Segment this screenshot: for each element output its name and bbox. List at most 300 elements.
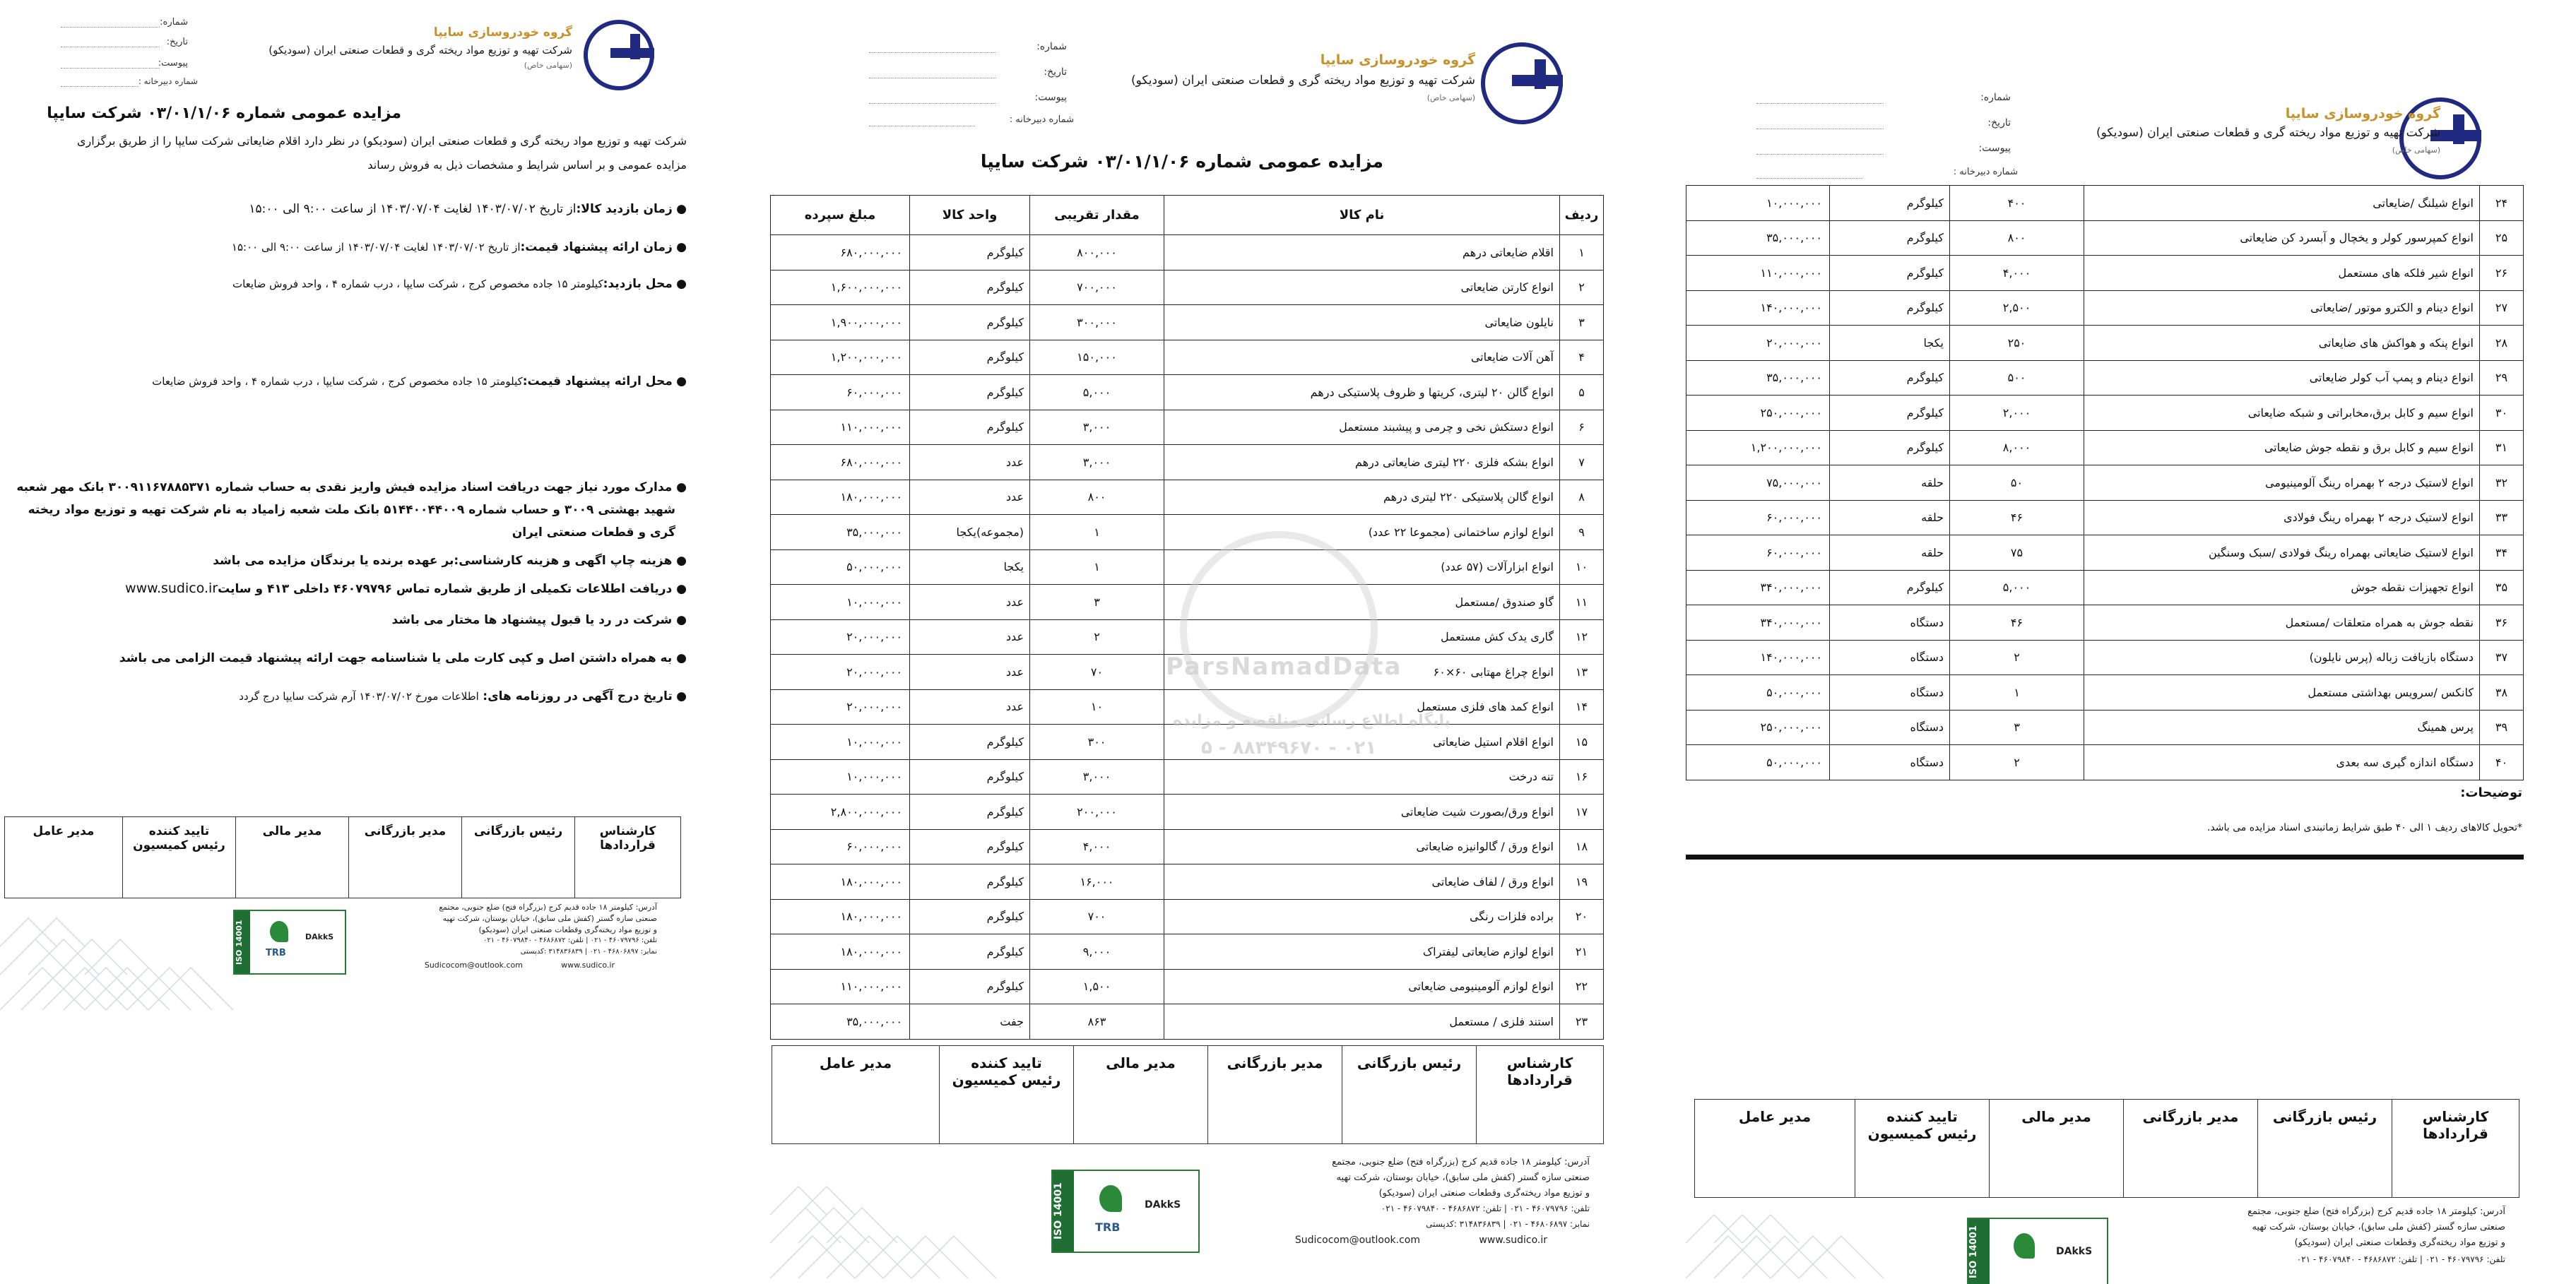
- meta-secretariat-label: شماره دبیرخانه :: [138, 76, 198, 86]
- row-item-name: انواع شیر فلکه های مستعمل: [2084, 256, 2480, 291]
- left-signature-table: [4, 816, 681, 898]
- row-deposit: ۱,۲۰۰,۰۰۰,۰۰۰: [1686, 430, 1830, 465]
- row-deposit: ۶۰,۰۰۰,۰۰۰: [1686, 535, 1830, 571]
- row-index: ۲۰: [1560, 899, 1604, 934]
- table-row: [771, 864, 1604, 900]
- row-item-name: انواع دینام و الکترو موتور /ضایعاتی: [2084, 290, 2480, 326]
- row-deposit: ۶۰,۰۰۰,۰۰۰: [771, 829, 910, 864]
- row-item-name: گاو صندوق /مستعمل: [1164, 585, 1560, 620]
- company-full-name: شرکت تهیه و توزیع مواد ریخته گری و قطعات صنعتی ایران (سودیکو): [268, 44, 572, 57]
- visit-place-text: کیلومتر ۱۵ جاده مخصوص کرج ، شرکت سایپا ، درب شماره ۴ ، واحد فروش ضایعات: [232, 278, 603, 290]
- table-row: [771, 270, 1604, 305]
- right-sig-finance-manager: مدیر مالی: [1990, 1100, 2124, 1198]
- row-unit: عدد: [910, 655, 1030, 690]
- row-index: ۱۵: [1560, 725, 1604, 760]
- row-quantity: ۸,۰۰۰: [1950, 430, 2084, 465]
- row-item-name: انواع اقلام استیل ضایعاتی: [1164, 725, 1560, 760]
- row-index: ۱۴: [1560, 689, 1604, 725]
- newspaper-date-label: تاریخ درج آگهی در روزنامه های:: [483, 689, 673, 703]
- mid-company-sub-label: (سهامی خاص): [1426, 93, 1475, 102]
- table-row: [1686, 500, 2524, 535]
- right-cert-iso-label: ISO 14001: [1968, 1219, 1990, 1284]
- col-amount: مبلغ سپرده: [771, 196, 910, 235]
- row-deposit: ۲۰,۰۰۰,۰۰۰: [771, 619, 910, 655]
- row-index: ۴: [1560, 340, 1604, 375]
- right-meta-secretariat: شماره دبیرخانه :: [1953, 167, 2018, 177]
- row-deposit: ۱۱۰,۰۰۰,۰۰۰: [1686, 256, 1830, 291]
- row-deposit: ۵۰,۰۰۰,۰۰۰: [771, 549, 910, 585]
- row-index: ۲۲: [1560, 969, 1604, 1004]
- right-sheet: [1686, 0, 2576, 1284]
- left-intro-2: مزایده عمومی و بر اساس شرایط و مشخصات ذیل به فروش رساند: [367, 158, 687, 172]
- row-deposit: ۱۰,۰۰۰,۰۰۰: [1686, 186, 1830, 221]
- table-row: [771, 549, 1604, 585]
- sig-commerce-head: رئیس بازرگانی: [462, 817, 575, 898]
- row-item-name: انواع گالن ۲۰ لیتری، کریتها و ظروف پلاستیکی درهم: [1164, 375, 1560, 410]
- row-quantity: ۱۰: [1030, 689, 1164, 725]
- row-index: ۱۱: [1560, 585, 1604, 620]
- row-item-name: نایلون ضایعاتی: [1164, 305, 1560, 340]
- row-quantity: ۷۵: [1950, 535, 2084, 571]
- reject-right-text: شرکت در رد یا قبول پیشنهاد ها مختار می باشد: [391, 613, 673, 627]
- row-deposit: ۱۱۰,۰۰۰,۰۰۰: [771, 969, 910, 1004]
- row-deposit: ۱۱۰,۰۰۰,۰۰۰: [771, 410, 910, 445]
- row-quantity: ۴,۰۰۰: [1950, 256, 2084, 291]
- row-deposit: ۱۴۰,۰۰۰,۰۰۰: [1686, 290, 1830, 326]
- row-unit: کیلوگرم: [910, 270, 1030, 305]
- mid-address-block: [1208, 1155, 1590, 1268]
- mid-address-email[interactable]: Sudicocom@outlook.com: [1294, 1235, 1420, 1246]
- table-row: [1686, 710, 2524, 745]
- address-line-2: صنعتی سازه گستر (کفش ملی سابق)، خیابان بوستان، شرکت تهیه: [442, 914, 657, 923]
- right-meta-secretariat-line: [1756, 178, 1862, 179]
- row-quantity: ۱۶,۰۰۰: [1030, 864, 1164, 900]
- row-quantity: ۲: [1030, 619, 1164, 655]
- row-unit: دستگاه: [1830, 675, 1950, 711]
- id-required-text: به همراه داشتن اصل و کپی کارت ملی یا شناسنامه جهت ارائه پیشنهاد قیمت الزامی می باشد: [119, 651, 673, 665]
- row-index: ۳۵: [2480, 570, 2524, 605]
- table-row: [1686, 675, 2524, 711]
- row-index: ۳۳: [2480, 500, 2524, 535]
- mid-sig-contracts-expert: کارشناس قراردادها: [1477, 1046, 1604, 1144]
- right-meta-attachment-line: [1756, 154, 1884, 155]
- mid-address-web[interactable]: www.sudico.ir: [1479, 1235, 1547, 1246]
- row-quantity: ۳,۰۰۰: [1030, 759, 1164, 795]
- row-item-name: انواع کارتن ضایعاتی: [1164, 270, 1560, 305]
- row-deposit: ۲,۸۰۰,۰۰۰,۰۰۰: [771, 795, 910, 830]
- row-item-name: انواع لوازم آلومینیومی ضایعاتی: [1164, 969, 1560, 1004]
- right-meta-date: تاریخ:: [1987, 117, 2011, 129]
- row-index: ۱۳: [1560, 655, 1604, 690]
- address-line-4: تلفن: ۴۶۰۷۹۷۹۶ - ۰۲۱ | تلفن: ۴۶۸۶۸۷۲ - ۴۶۰۷۹۸۴۰ - ۰۲۱: [483, 937, 657, 944]
- newspaper-date: ● تاریخ درج آگهی در روزنامه های: اطلاعات مورخ ۱۴۰۳/۰۷/۰۲ آرم شرکت سایپا درج گردد: [239, 689, 687, 703]
- row-quantity: ۲: [1950, 745, 2084, 780]
- row-index: ۲۹: [2480, 360, 2524, 396]
- notes-text: *تحویل کالاهای ردیف ۱ الی ۴۰ طبق شرایط زمانبندی اسناد مزایده می باشد.: [2206, 822, 2522, 833]
- row-unit: کیلوگرم: [910, 829, 1030, 864]
- offer-time-label: زمان ارائه پیشنهاد قیمت:: [520, 240, 673, 254]
- row-quantity: ۴۶: [1950, 500, 2084, 535]
- mid-address-line-3: و توزیع مواد ریخته‌گری وقطعات صنعتی ایران (سودیکو): [1378, 1188, 1590, 1199]
- table-row: [771, 795, 1604, 830]
- table-row: [1686, 256, 2524, 291]
- row-quantity: ۳۰۰,۰۰۰: [1030, 305, 1164, 340]
- info-contact-site[interactable]: www.sudico.ir: [125, 581, 218, 596]
- table-row: [1686, 465, 2524, 501]
- row-item-name: استند فلزی / مستعمل: [1164, 1004, 1560, 1040]
- right-company-full-name: شرکت تهیه و توزیع مواد ریخته گری و قطعات صنعتی ایران (سودیکو): [2096, 126, 2440, 140]
- row-deposit: ۲۰,۰۰۰,۰۰۰: [771, 655, 910, 690]
- meta-date-label: تاریخ:: [166, 37, 188, 47]
- table-row: [771, 410, 1604, 445]
- table-row: [771, 1004, 1604, 1040]
- row-deposit: ۲۰,۰۰۰,۰۰۰: [1686, 326, 1830, 361]
- table-row: [771, 305, 1604, 340]
- row-item-name: انواع گالن پلاستیکی ۲۲۰ لیتری درهم: [1164, 480, 1560, 515]
- row-item-name: آهن آلات ضایعاتی: [1164, 340, 1560, 375]
- mid-address-line-5: نمابر: ۴۶۸۰۶۸۹۷ - ۰۲۱ | ۳۱۴۸۳۶۸۳۹ :کدپستی: [1426, 1219, 1590, 1229]
- row-quantity: ۷۰۰: [1030, 899, 1164, 934]
- row-unit: عدد: [910, 585, 1030, 620]
- mid-address-line-2: صنعتی سازه گستر (کفش ملی سابق)، خیابان بوستان، شرکت تهیه: [1336, 1172, 1590, 1183]
- row-index: ۳۱: [2480, 430, 2524, 465]
- offer-place-text: کیلومتر ۱۵ جاده مخصوص کرج ، شرکت سایپا ، درب شماره ۴ ، واحد فروش ضایعات: [152, 375, 523, 388]
- row-unit: کیلوگرم: [1830, 256, 1950, 291]
- row-index: ۱۶: [1560, 759, 1604, 795]
- row-item-name: نقطه جوش به همراه متعلقات /مستعمل: [2084, 605, 2480, 641]
- row-item-name: انواع ابزارآلات (۵۷ عدد): [1164, 549, 1560, 585]
- row-deposit: ۶۸۰,۰۰۰,۰۰۰: [771, 445, 910, 480]
- row-unit: عدد: [910, 480, 1030, 515]
- table-row: [771, 375, 1604, 410]
- mid-company-full-name: شرکت تهیه و توزیع مواد ریخته گری و قطعات صنعتی ایران (سودیکو): [1130, 73, 1475, 88]
- row-unit: کیلوگرم: [1830, 290, 1950, 326]
- row-item-name: انواع کمد های فلزی مستعمل: [1164, 689, 1560, 725]
- right-meta-attachment: پیوست:: [1978, 143, 2011, 154]
- row-unit: حلقه: [1830, 500, 1950, 535]
- left-intro-1: شرکت تهیه و توزیع مواد ریخته گری و قطعات صنعتی ایران (سودیکو) در نظر دارد اقلام ضایعاتی شرکت سایپا را از طریق برگزاری: [77, 134, 687, 148]
- mid-meta-attachment-line: [869, 103, 996, 104]
- right-address-line-2: صنعتی سازه گستر (کفش ملی سابق)، خیابان بوستان، شرکت تهیه: [2252, 1222, 2505, 1232]
- left-footer-pattern: [0, 890, 240, 1017]
- left-address-block: [360, 900, 657, 992]
- mid-sig-commerce-head: رئیس بازرگانی: [1342, 1046, 1477, 1144]
- table-row: [1686, 605, 2524, 641]
- row-quantity: ۱۵۰,۰۰۰: [1030, 340, 1164, 375]
- row-item-name: انواع کمپرسور کولر و یخچال و آبسرد کن ضایعاتی: [2084, 220, 2480, 256]
- row-deposit: ۱,۹۰۰,۰۰۰,۰۰۰: [771, 305, 910, 340]
- row-unit: کیلوگرم: [910, 795, 1030, 830]
- meta-attachment-line: [61, 68, 160, 69]
- docs-required-1-text: مدارک مورد نیاز جهت دریافت اسناد مزایده فیش واریز نقدی به حساب شماره ۳۰۰۹۱۱۶۷۸۸۵۳۷۱ بانک مهر شعبه: [16, 480, 673, 494]
- right-company-sub-label: (سهامی خاص): [2392, 145, 2440, 155]
- col-idx: ردیف: [1560, 196, 1604, 235]
- table-row: [771, 445, 1604, 480]
- reject-right: ● شرکت در رد یا قبول پیشنهاد ها مختار می باشد: [391, 613, 687, 627]
- row-index: ۲: [1560, 270, 1604, 305]
- meta-number-line: [61, 27, 160, 28]
- row-deposit: ۳۵,۰۰۰,۰۰۰: [1686, 360, 1830, 396]
- right-meta-number: شماره:: [1980, 92, 2011, 103]
- row-item-name: انواع پنکه و هواکش های ضایعاتی: [2084, 326, 2480, 361]
- mid-address-line-4: تلفن: ۴۶۰۷۹۷۹۶ - ۰۲۱ | تلفن: ۴۶۸۶۸۷۲ - ۴۶۰۷۹۸۴۰ - ۰۲۱: [1381, 1203, 1590, 1213]
- row-index: ۳۹: [2480, 710, 2524, 745]
- table-row: [771, 340, 1604, 375]
- row-item-name: تنه درخت: [1164, 759, 1560, 795]
- mid-meta-number: شماره:: [1036, 41, 1067, 52]
- row-unit: کیلوگرم: [1830, 186, 1950, 221]
- row-deposit: ۵۰,۰۰۰,۰۰۰: [1686, 675, 1830, 711]
- row-quantity: ۵,۰۰۰: [1030, 375, 1164, 410]
- row-deposit: ۱۸۰,۰۰۰,۰۰۰: [771, 864, 910, 900]
- meta-secretariat-line: [61, 86, 138, 87]
- row-index: ۶: [1560, 410, 1604, 445]
- address-email[interactable]: Sudicocom@outlook.com: [424, 961, 523, 970]
- mid-cert-badge: [1051, 1170, 1200, 1253]
- table-row: [771, 829, 1604, 864]
- mid-cert-dakks-label: DAkkS: [1145, 1199, 1181, 1211]
- row-unit: کیلوگرم: [910, 864, 1030, 900]
- row-index: ۳۴: [2480, 535, 2524, 571]
- row-item-name: اقلام ضایعاتی درهم: [1164, 235, 1560, 271]
- mid-company-group-name: گروه خودروسازی سایپا: [1320, 52, 1475, 68]
- row-index: ۱۸: [1560, 829, 1604, 864]
- sig-contracts-expert: کارشناس قراردادها: [575, 817, 681, 898]
- visit-time-label: زمان بازدید کالا:: [576, 202, 673, 216]
- table-row: [771, 515, 1604, 550]
- cost-note-text: هزینه چاپ اگهی و هزینه کارشناسی:بر عهده برنده یا برندگان مزایده می باشد: [213, 554, 673, 568]
- right-sig-commerce-head: رئیس بازرگانی: [2258, 1100, 2392, 1198]
- row-item-name: انواع ورق / گالوانیزه ضایعاتی: [1164, 829, 1560, 864]
- right-cert-dakks-label: DAkkS: [2056, 1246, 2093, 1257]
- row-item-name: انواع دستکش نخی و چرمی و پیشبند مستعمل: [1164, 410, 1560, 445]
- left-title: مزایده عمومی شماره ۰۳/۰۱/۱/۰۶ شرکت سایپا: [47, 105, 401, 122]
- row-index: ۲۶: [2480, 256, 2524, 291]
- cert-leaf-icon: [270, 921, 288, 942]
- right-address-line-3: و توزیع مواد ریخته‌گری وقطعات صنعتی ایران (سودیکو): [2294, 1237, 2505, 1248]
- table-row: [1686, 430, 2524, 465]
- row-item-name: انواع دینام و پمپ آب کولر ضایعاتی: [2084, 360, 2480, 396]
- watermark-phone: ۰۲۱ - ۸۸۳۴۹۶۷۰ - ۵: [1201, 737, 1377, 759]
- row-unit: کیلوگرم: [910, 759, 1030, 795]
- mid-meta-date: تاریخ:: [1044, 66, 1067, 78]
- mid-meta-number-line: [869, 52, 996, 53]
- row-item-name: انواع لوازم ساختمانی (مجموعا ۲۲ عدد): [1164, 515, 1560, 550]
- row-unit: کیلوگرم: [910, 725, 1030, 760]
- row-quantity: ۳: [1950, 710, 2084, 745]
- table-row: [1686, 396, 2524, 431]
- row-quantity: ۲۰۰,۰۰۰: [1030, 795, 1164, 830]
- row-deposit: ۵۰,۰۰۰,۰۰۰: [1686, 745, 1830, 780]
- row-quantity: ۸۰۰: [1950, 220, 2084, 256]
- sig-commission: رئیس کمیسیون: [133, 838, 225, 852]
- row-index: ۵: [1560, 375, 1604, 410]
- row-item-name: انواع لاستیک درجه ۲ بهمراه رینگ فولادی: [2084, 500, 2480, 535]
- row-deposit: ۱۰,۰۰۰,۰۰۰: [771, 585, 910, 620]
- right-company-group-name: گروه خودروسازی سایپا: [2285, 106, 2440, 121]
- row-unit: کیلوگرم: [910, 375, 1030, 410]
- row-quantity: ۲,۰۰۰: [1950, 396, 2084, 431]
- table-row: [771, 969, 1604, 1004]
- docs-required-1: ● مدارک مورد نیاز جهت دریافت اسناد مزایده فیش واریز نقدی به حساب شماره ۳۰۰۹۱۱۶۷۸۸۵۳۷۱ بانک مهر شعبه: [16, 480, 687, 494]
- row-item-name: پرس همینگ: [2084, 710, 2480, 745]
- mid-address-line-1: آدرس: کیلومتر ۱۸ جاده قدیم کرج (بزرگراه فتح) ضلع جنوبی، مجتمع: [1332, 1157, 1590, 1167]
- sig-ceo: مدیر عامل: [5, 817, 123, 898]
- row-unit: جفت: [910, 1004, 1030, 1040]
- row-item-name: انواع لاستیک ضایعاتی بهمراه رینگ فولادی /سبک وسنگین: [2084, 535, 2480, 571]
- table-row: [1686, 535, 2524, 571]
- row-index: ۲۱: [1560, 934, 1604, 970]
- row-item-name: انواع تجهیزات نقطه جوش: [2084, 570, 2480, 605]
- row-unit: عدد: [910, 619, 1030, 655]
- row-deposit: ۳۴۰,۰۰۰,۰۰۰: [1686, 605, 1830, 641]
- row-unit: دستگاه: [1830, 605, 1950, 641]
- row-unit: کیلوگرم: [1830, 570, 1950, 605]
- row-index: ۹: [1560, 515, 1604, 550]
- table-row: [1686, 640, 2524, 675]
- row-deposit: ۲۵۰,۰۰۰,۰۰۰: [1686, 396, 1830, 431]
- row-index: ۳۰: [2480, 396, 2524, 431]
- mid-cert-trb-label: TRB: [1095, 1220, 1121, 1234]
- row-deposit: ۶۸۰,۰۰۰,۰۰۰: [771, 235, 910, 271]
- right-separator-rule: [1686, 855, 2524, 860]
- row-item-name: انواع شیلنگ /ضایعاتی: [2084, 186, 2480, 221]
- mid-cert-iso-label: ISO 14001: [1053, 1171, 1074, 1252]
- row-index: ۱: [1560, 235, 1604, 271]
- mid-sig-commission: رئیس کمیسیون: [952, 1071, 1061, 1088]
- notes-title: توضیحات:: [2460, 785, 2522, 800]
- visit-time: ● زمان بازدید کالا:از تاریخ ۱۴۰۳/۰۷/۰۲ لغایت ۱۴۰۳/۰۷/۰۴ از ساعت ۹:۰۰ الی ۱۵:۰۰: [249, 202, 687, 216]
- col-qty: مقدار تقریبی: [1030, 196, 1164, 235]
- visit-place-label: محل بازدید:: [603, 277, 673, 291]
- address-line-1: آدرس: کیلومتر ۱۸ جاده قدیم کرج (بزرگراه فتح) ضلع جنوبی، مجتمع: [439, 903, 657, 912]
- col-unit: واحد کالا: [910, 196, 1030, 235]
- row-quantity: ۲,۵۰۰: [1950, 290, 2084, 326]
- row-item-name: انواع لوازم ضایعاتی لیفتراک: [1164, 934, 1560, 970]
- row-index: ۲۵: [2480, 220, 2524, 256]
- row-quantity: ۷۰: [1030, 655, 1164, 690]
- right-sig-commission-head: [1855, 1100, 1990, 1198]
- right-sig-commerce-manager: مدیر بازرگانی: [2124, 1100, 2258, 1198]
- address-line-3: و توزیع مواد ریخته‌گری وقطعات صنعتی ایران (سودیکو): [478, 925, 657, 934]
- row-deposit: ۷۵,۰۰۰,۰۰۰: [1686, 465, 1830, 501]
- row-index: ۷: [1560, 445, 1604, 480]
- row-quantity: ۴۶: [1950, 605, 2084, 641]
- mid-signature-table: [772, 1045, 1604, 1144]
- row-index: ۸: [1560, 480, 1604, 515]
- right-sig-commission: رئیس کمیسیون: [1867, 1125, 1977, 1142]
- row-index: ۱۲: [1560, 619, 1604, 655]
- visit-time-text: از تاریخ ۱۴۰۳/۰۷/۰۲ لغایت ۱۴۰۳/۰۷/۰۴ از ساعت ۹:۰۰ الی ۱۵:۰۰: [249, 202, 577, 216]
- row-quantity: ۲۵۰: [1950, 326, 2084, 361]
- row-quantity: ۴,۰۰۰: [1030, 829, 1164, 864]
- visit-place: ● محل بازدید:کیلومتر ۱۵ جاده مخصوص کرج ، شرکت سایپا ، درب شماره ۴ ، واحد فروش ضایعات: [232, 277, 687, 291]
- row-quantity: ۵۰: [1950, 465, 2084, 501]
- row-deposit: ۱۰,۰۰۰,۰۰۰: [771, 759, 910, 795]
- mid-sig-commission-head: [940, 1046, 1074, 1144]
- mid-sig-ceo: مدیر عامل: [772, 1046, 940, 1144]
- row-quantity: ۸۰۰: [1030, 480, 1164, 515]
- row-item-name: انواع چراغ مهتابی ۶۰×۶۰: [1164, 655, 1560, 690]
- row-unit: کیلوگرم: [910, 340, 1030, 375]
- watermark-circle: [1180, 531, 1378, 729]
- row-deposit: ۱,۶۰۰,۰۰۰,۰۰۰: [771, 270, 910, 305]
- row-item-name: دستگاه بازیافت زباله (پرس نایلون): [2084, 640, 2480, 675]
- info-contact-text: دریافت اطلاعات تکمیلی از طریق شماره تماس ۴۶۰۷۹۷۹۶ داخلی ۴۱۳ و سایت: [218, 582, 673, 596]
- right-sig-approver: تایید کننده: [1886, 1108, 1958, 1125]
- table-row: [771, 480, 1604, 515]
- row-unit: کیلوگرم: [910, 934, 1030, 970]
- row-deposit: ۲۰,۰۰۰,۰۰۰: [771, 689, 910, 725]
- table-row: [1686, 745, 2524, 780]
- cert-trb-label: TRB: [266, 948, 286, 958]
- row-index: ۱۷: [1560, 795, 1604, 830]
- row-unit: کیلوگرم: [910, 410, 1030, 445]
- row-deposit: ۳۵,۰۰۰,۰۰۰: [771, 515, 910, 550]
- row-index: ۲۸: [2480, 326, 2524, 361]
- sig-commission-head: [123, 817, 236, 898]
- meta-attachment-label: پیوست:: [158, 58, 188, 69]
- row-index: ۱۹: [1560, 864, 1604, 900]
- newspaper-date-text: اطلاعات مورخ ۱۴۰۳/۰۷/۰۲ آرم شرکت سایپا درج گردد: [239, 690, 479, 703]
- table-row: [771, 934, 1604, 970]
- row-unit: دستگاه: [1830, 710, 1950, 745]
- row-index: ۲۷: [2480, 290, 2524, 326]
- cert-dakks-label: DAkkS: [305, 932, 334, 941]
- row-index: ۳۷: [2480, 640, 2524, 675]
- right-footer-pattern: [1686, 1201, 1954, 1284]
- address-web[interactable]: www.sudico.ir: [561, 961, 615, 970]
- offer-time-text: از تاریخ ۱۴۰۳/۰۷/۰۲ لغایت ۱۴۰۳/۰۷/۰۴ از ساعت ۹:۰۰ الی ۱۵:۰۰: [231, 241, 521, 254]
- items-table-continued: [1686, 185, 2524, 780]
- id-required: ● به همراه داشتن اصل و کپی کارت ملی یا شناسنامه جهت ارائه پیشنهاد قیمت الزامی می باشد: [119, 651, 687, 665]
- row-deposit: ۱,۲۰۰,۰۰۰,۰۰۰: [771, 340, 910, 375]
- info-contact: ● دریافت اطلاعات تکمیلی از طریق شماره تماس ۴۶۰۷۹۷۹۶ داخلی ۴۱۳ و سایتwww.sudico.ir: [125, 581, 687, 596]
- watermark-brand: ParsNamadData: [1166, 653, 1402, 681]
- row-index: ۲۳: [1560, 1004, 1604, 1040]
- row-quantity: ۱: [1950, 675, 2084, 711]
- table-row: [1686, 570, 2524, 605]
- row-item-name: انواع سیم و کابل برق و نقطه جوش ضایعاتی: [2084, 430, 2480, 465]
- row-unit: (مجموعه)یکجا: [910, 515, 1030, 550]
- offer-time: ● زمان ارائه پیشنهاد قیمت:از تاریخ ۱۴۰۳/۰۷/۰۲ لغایت ۱۴۰۳/۰۷/۰۴ از ساعت ۹:۰۰ الی ۱۵:۰۰: [231, 240, 687, 254]
- right-cert-badge: [1967, 1218, 2108, 1284]
- right-address-line-4: تلفن: ۴۶۰۷۹۷۹۶ - ۰۲۱ | تلفن: ۴۶۸۶۸۷۲ - ۴۶۰۷۹۸۴۰ - ۰۲۱: [2296, 1254, 2505, 1264]
- row-unit: کیلوگرم: [1830, 220, 1950, 256]
- row-deposit: ۱۰,۰۰۰,۰۰۰: [771, 725, 910, 760]
- right-signature-table: [1694, 1099, 2519, 1198]
- row-deposit: ۱۸۰,۰۰۰,۰۰۰: [771, 934, 910, 970]
- table-row: [1686, 186, 2524, 221]
- left-sheet: [0, 0, 692, 1024]
- mid-sig-approver: تایید کننده: [971, 1054, 1042, 1071]
- row-quantity: ۸۰۰,۰۰۰: [1030, 235, 1164, 271]
- watermark-caption: پایگاه اطلاع رسانی مناقصه و مزایده: [1173, 712, 1451, 730]
- row-deposit: ۳۵,۰۰۰,۰۰۰: [771, 1004, 910, 1040]
- row-index: ۲۴: [2480, 186, 2524, 221]
- address-line-5: نمابر: ۴۶۸۰۶۸۹۷ - ۰۲۱ | ۳۱۴۸۳۶۸۳۹ :کدپستی: [520, 948, 657, 956]
- row-deposit: ۲۵۰,۰۰۰,۰۰۰: [1686, 710, 1830, 745]
- row-item-name: انواع لاستیک درجه ۲ بهمراه رینگ آلومینیومی: [2084, 465, 2480, 501]
- table-row: [771, 235, 1604, 271]
- row-quantity: ۴۰۰: [1950, 186, 2084, 221]
- row-quantity: ۷۰۰,۰۰۰: [1030, 270, 1164, 305]
- row-quantity: ۳,۰۰۰: [1030, 445, 1164, 480]
- row-deposit: ۳۵,۰۰۰,۰۰۰: [1686, 220, 1830, 256]
- row-unit: کیلوگرم: [1830, 360, 1950, 396]
- row-unit: دستگاه: [1830, 640, 1950, 675]
- table-row: [1686, 326, 2524, 361]
